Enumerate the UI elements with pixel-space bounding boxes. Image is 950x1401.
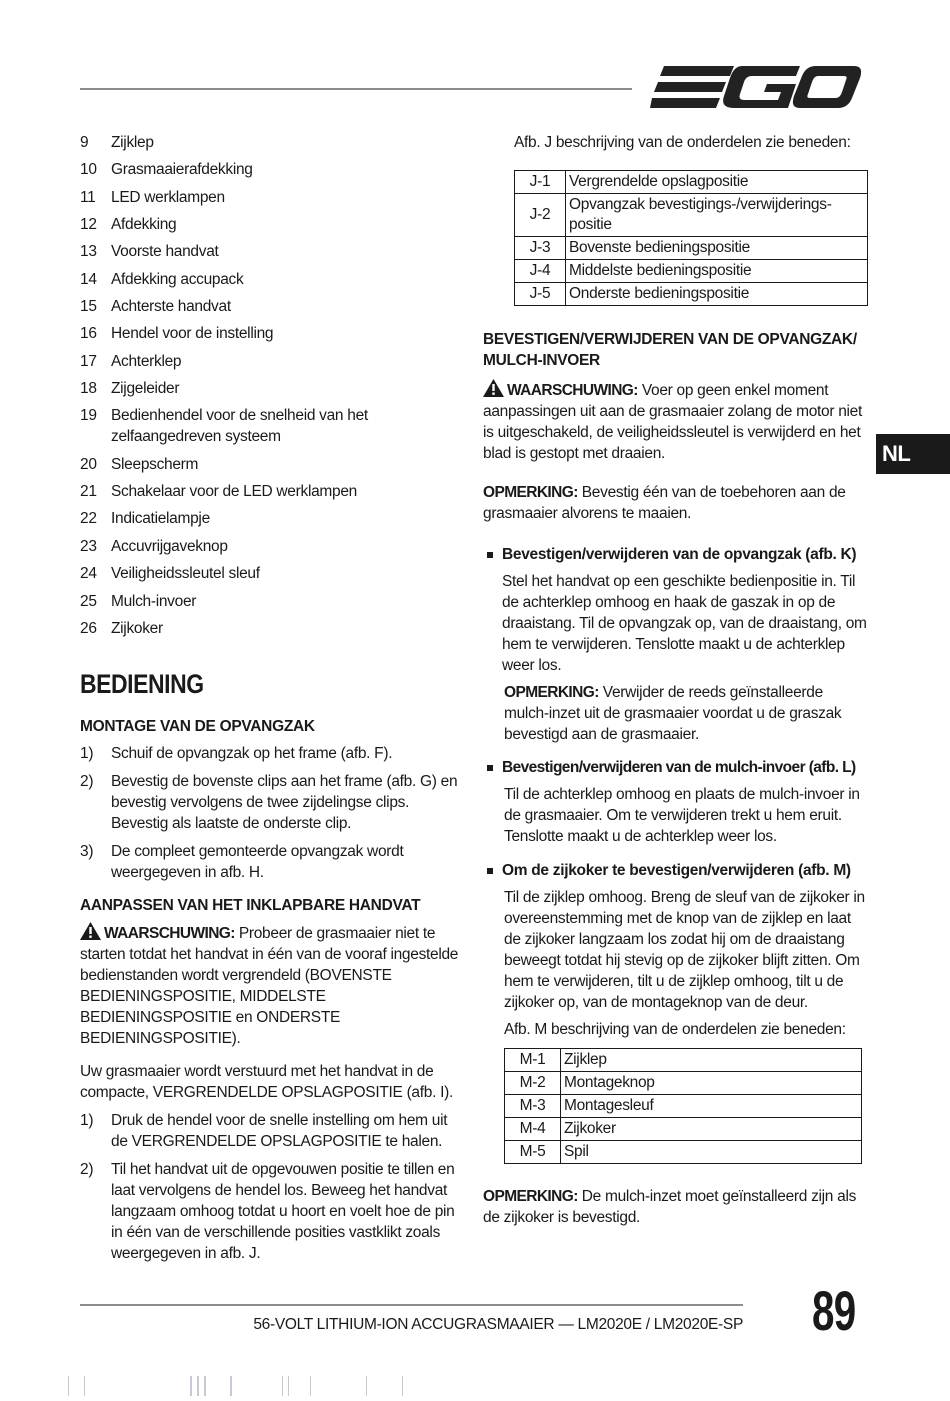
- bullet-l-heading-text: Bevestigen/verwijderen van de mulch-invoer (afb. L): [502, 759, 856, 776]
- language-tab: NL: [876, 434, 950, 474]
- parts-list-item: [80, 591, 460, 612]
- afb-m-desc: Zijkoker: [561, 1118, 862, 1141]
- afb-m-caption: Afb. M beschrijving van de onderdelen zie beneden:: [504, 1021, 846, 1038]
- montage-steps: [80, 743, 460, 883]
- aanpassen-steps: [80, 1110, 460, 1264]
- bevestigen-heading: BEVESTIGEN/VERWIJDEREN VAN DE OPVANGZAK/ MULCH-INVOER: [483, 331, 857, 369]
- bullet-k-note: [483, 682, 868, 745]
- montage-step-number: 1): [80, 744, 94, 762]
- aanpassen-step-number: 2): [80, 1160, 94, 1178]
- parts-list-number: 16: [80, 325, 97, 343]
- parts-list-item: [80, 454, 460, 475]
- afb-j-desc: Middelste bedieningspositie: [566, 260, 868, 283]
- warning-triangle-icon: [483, 379, 504, 397]
- aanpassen-step-item: [80, 1110, 460, 1152]
- parts-list-text: Afdekking: [111, 216, 177, 234]
- parts-list-text: LED werklampen: [111, 188, 225, 206]
- parts-list-text: Zijklep: [111, 134, 154, 151]
- warning-triangle-icon: [80, 922, 101, 940]
- afb-m-row: [505, 1141, 862, 1164]
- afb-j-desc: Bovenste bedieningspositie: [566, 237, 868, 260]
- afb-m-desc: Zijklep: [561, 1049, 862, 1072]
- bullet-l-heading: [483, 757, 868, 778]
- note-label: OPMERKING:: [483, 1188, 578, 1205]
- parts-list-item: [80, 296, 460, 317]
- aanpassen-heading: AANPASSEN VAN HET INKLAPBARE HANDVAT: [80, 896, 421, 914]
- parts-list-item: [80, 378, 460, 399]
- afb-m-desc: Montageknop: [561, 1072, 862, 1095]
- afb-j-code: J-2: [515, 194, 566, 237]
- note-text: De mulch-inzet moet geïnstalleerd zijn als de zijkoker is bevestigd.: [483, 1188, 857, 1226]
- parts-list-number: 15: [80, 298, 97, 316]
- parts-list-number: 19: [80, 407, 97, 425]
- parts-list-text: Mulch-invoer: [111, 592, 197, 610]
- parts-list-item: [80, 214, 460, 235]
- parts-list-text: Zijgeleider: [111, 380, 180, 398]
- parts-list-number: 13: [80, 243, 97, 261]
- montage-step-item: [80, 743, 460, 764]
- note-2: [483, 1186, 868, 1228]
- parts-list-text: Voorste handvat: [111, 243, 219, 261]
- right-warning: [483, 379, 868, 464]
- note-label: OPMERKING:: [504, 684, 599, 701]
- afb-j-table: [514, 170, 868, 306]
- afb-j-row: [515, 237, 868, 260]
- afb-m-desc: Spil: [561, 1141, 862, 1164]
- bullet-k-heading: [483, 544, 868, 565]
- parts-list-number: 23: [80, 537, 97, 555]
- afb-j-row: [515, 260, 868, 283]
- afb-j-caption: Afb. J beschrijving van de onderdelen zie beneden:: [514, 134, 851, 151]
- parts-list-item: [80, 618, 460, 639]
- parts-list-item: [80, 536, 460, 557]
- montage-step-number: 3): [80, 842, 94, 860]
- afb-m-code: M-2: [505, 1072, 561, 1095]
- parts-list-item: [80, 351, 460, 372]
- bullet-square-icon: [487, 765, 493, 771]
- parts-list-item: [80, 269, 460, 290]
- afb-m-code: M-5: [505, 1141, 561, 1164]
- parts-list-text: Bedienhendel voor de snelheid van het zelfaangedreven systeem: [111, 407, 368, 446]
- parts-list-item: [80, 405, 460, 447]
- parts-list-number: 12: [80, 216, 97, 234]
- montage-step-item: [80, 771, 460, 834]
- note-1: [483, 482, 868, 524]
- parts-list-number: 18: [80, 380, 97, 398]
- warning-text: Probeer de grasmaaier niet te starten totdat het handvat in één van de vooraf ingestelde bedienstanden wordt vergrendeld (BOVENSTE BEDIENINGSPOSITIE, MIDDELSTE BEDIENINGSPOSITIE en ONDERSTE BEDIENINGSPOSITIE).: [80, 924, 459, 1047]
- parts-list-item: [80, 132, 460, 153]
- parts-list-number: 26: [80, 619, 97, 637]
- parts-list: [80, 132, 460, 639]
- footer-rule: [80, 1304, 743, 1306]
- parts-list-number: 24: [80, 565, 97, 583]
- warning-label: WAARSCHUWING:: [104, 924, 235, 942]
- afb-j-row: [515, 283, 868, 306]
- afb-m-code: M-3: [505, 1095, 561, 1118]
- parts-list-item: [80, 187, 460, 208]
- aanpassen-step-number: 1): [80, 1111, 94, 1129]
- parts-list-number: 11: [80, 188, 96, 206]
- aanpassen-step-item: [80, 1159, 460, 1264]
- warning-label: WAARSCHUWING:: [507, 382, 638, 399]
- afb-j-desc: Vergrendelde opslagpositie: [566, 171, 868, 194]
- montage-step-text: De compleet gemonteerde opvangzak wordt weergegeven in afb. H.: [111, 842, 404, 881]
- bullet-l-text: Til de achterklep omhoog en plaats de mulch-invoer in de grasmaaier. Om te verwijderen trekt u hem eruit. Tenslotte maakt u de achterklep weer los.: [504, 786, 860, 845]
- afb-m-desc: Montagesleuf: [561, 1095, 862, 1118]
- parts-list-text: Schakelaar voor de LED werklampen: [111, 483, 357, 501]
- parts-list-number: 9: [80, 134, 89, 151]
- montage-heading: MONTAGE VAN DE OPVANGZAK: [80, 717, 315, 735]
- parts-list-number: 10: [80, 161, 97, 179]
- afb-j-desc: Onderste bedieningspositie: [566, 283, 868, 306]
- montage-step-item: [80, 841, 460, 883]
- parts-list-text: Afdekking accupack: [111, 270, 244, 288]
- bullet-k-heading-text: Bevestigen/verwijderen van de opvangzak (afb. K): [502, 546, 857, 563]
- afb-m-row: [505, 1049, 862, 1072]
- parts-list-number: 17: [80, 352, 97, 370]
- afb-j-desc: Opvangzak bevestigings-/verwijderings-positie: [566, 194, 868, 237]
- afb-m-table: [504, 1048, 862, 1164]
- parts-list-text: Achterklep: [111, 352, 182, 370]
- bullet-m-text: Til de zijklep omhoog. Breng de sleuf van de zijkoker in overeenstemming met de knop van de zijklep en laat de zijkoker langzaam los zodat hij om de draaistang beweegt totdat hij stevig op de zijkoker blijft zitten. Om hem te verwijderen, tilt u de zijklep omhoog, tilt u de zijkoker op, van de montageknop van de deur.: [504, 889, 865, 1011]
- parts-list-item: [80, 323, 460, 344]
- parts-list-item: [80, 563, 460, 584]
- parts-list-number: 14: [80, 270, 97, 288]
- note-text: Verwijder de reeds geïnstalleerde mulch-inzet uit de grasmaaier voordat u de graszak bevestigd aan de grasmaaier.: [504, 684, 842, 743]
- afb-j-code: J-4: [515, 260, 566, 283]
- parts-list-number: 25: [80, 592, 97, 610]
- bullet-square-icon: [487, 552, 493, 558]
- parts-list-text: Achterste handvat: [111, 298, 231, 316]
- aanpassen-warning: [80, 922, 460, 1049]
- parts-list-text: Zijkoker: [111, 619, 163, 637]
- montage-step-text: Bevestig de bovenste clips aan het frame (afb. G) en bevestig vervolgens de twee zijdelingse clips. Bevestig als laatste de onderste clip.: [111, 772, 458, 832]
- header-rule: [80, 88, 632, 90]
- parts-list-item: [80, 508, 460, 529]
- print-marks: [60, 1376, 460, 1396]
- afb-m-code: M-4: [505, 1118, 561, 1141]
- afb-m-row: [505, 1095, 862, 1118]
- afb-m-row: [505, 1072, 862, 1095]
- parts-list-text: Veiligheidssleutel sleuf: [111, 565, 260, 583]
- montage-step-text: Schuif de opvangzak op het frame (afb. F).: [111, 744, 393, 762]
- parts-list-number: 20: [80, 455, 97, 473]
- note-text: Bevestig één van de toebehoren aan de grasmaaier alvorens te maaien.: [483, 484, 846, 522]
- afb-j-code: J-3: [515, 237, 566, 260]
- afb-j-row: [515, 194, 868, 237]
- parts-list-number: 21: [80, 483, 97, 501]
- parts-list-item: [80, 159, 460, 180]
- parts-list-text: Accuvrijgaveknop: [111, 537, 228, 555]
- afb-j-code: J-5: [515, 283, 566, 306]
- left-column: [80, 132, 460, 1276]
- afb-j-row: [515, 171, 868, 194]
- warning-text: Voer op geen enkel moment aanpassingen uit aan de grasmaaier zolang de motor niet is uitgeschakeld, de veiligheidssleutel is verwijderd en het blad is gestopt met draaien.: [483, 382, 863, 462]
- parts-list-text: Hendel voor de instelling: [111, 325, 274, 343]
- aanpassen-step-text: Til het handvat uit de opgevouwen positie te tillen en laat vervolgens de hendel los. Beweeg het handvat langzaam omhoog totdat u hoort en voelt hoe de pin in één van de verschillende posities vastklikt zoals weergegeven in afb. J.: [111, 1160, 455, 1262]
- montage-step-number: 2): [80, 772, 94, 790]
- afb-m-row: [505, 1118, 862, 1141]
- aanpassen-intro: Uw grasmaaier wordt verstuurd met het handvat in de compacte, VERGRENDELDE OPSLAGPOSITIE (afb. I).: [80, 1062, 453, 1101]
- page-number: 89: [812, 1279, 856, 1342]
- section-title: BEDIENING: [80, 668, 204, 699]
- bullet-m-heading: [483, 860, 868, 881]
- note-label: OPMERKING:: [483, 484, 578, 501]
- bullet-k-text: Stel het handvat op een geschikte bedienpositie in. Til de achterklep omhoog en haak de gaszak in op de draaistang. Til de opvangzak op, van de draaistang, om hem te verwijderen. Tenslotte maakt u de achterklep weer los.: [502, 573, 867, 674]
- afb-j-code: J-1: [515, 171, 566, 194]
- parts-list-text: Indicatielampje: [111, 510, 210, 528]
- afb-m-code: M-1: [505, 1049, 561, 1072]
- bullet-square-icon: [487, 868, 493, 874]
- footer-text: 56-VOLT LITHIUM-ION ACCUGRASMAAIER — LM2020E / LM2020E-SP: [253, 1316, 743, 1333]
- parts-list-text: Grasmaaierafdekking: [111, 161, 253, 179]
- right-column: [483, 132, 868, 1228]
- parts-list-item: [80, 481, 460, 502]
- parts-list-number: 22: [80, 510, 97, 528]
- parts-list-text: Sleepscherm: [111, 455, 199, 473]
- aanpassen-step-text: Druk de hendel voor de snelle instelling om hem uit de VERGRENDELDE OPSLAGPOSITIE te halen.: [111, 1111, 448, 1150]
- parts-list-item: [80, 241, 460, 262]
- ego-logo: [650, 62, 862, 114]
- bullet-m-heading-text: Om de zijkoker te bevestigen/verwijderen (afb. M): [502, 862, 851, 879]
